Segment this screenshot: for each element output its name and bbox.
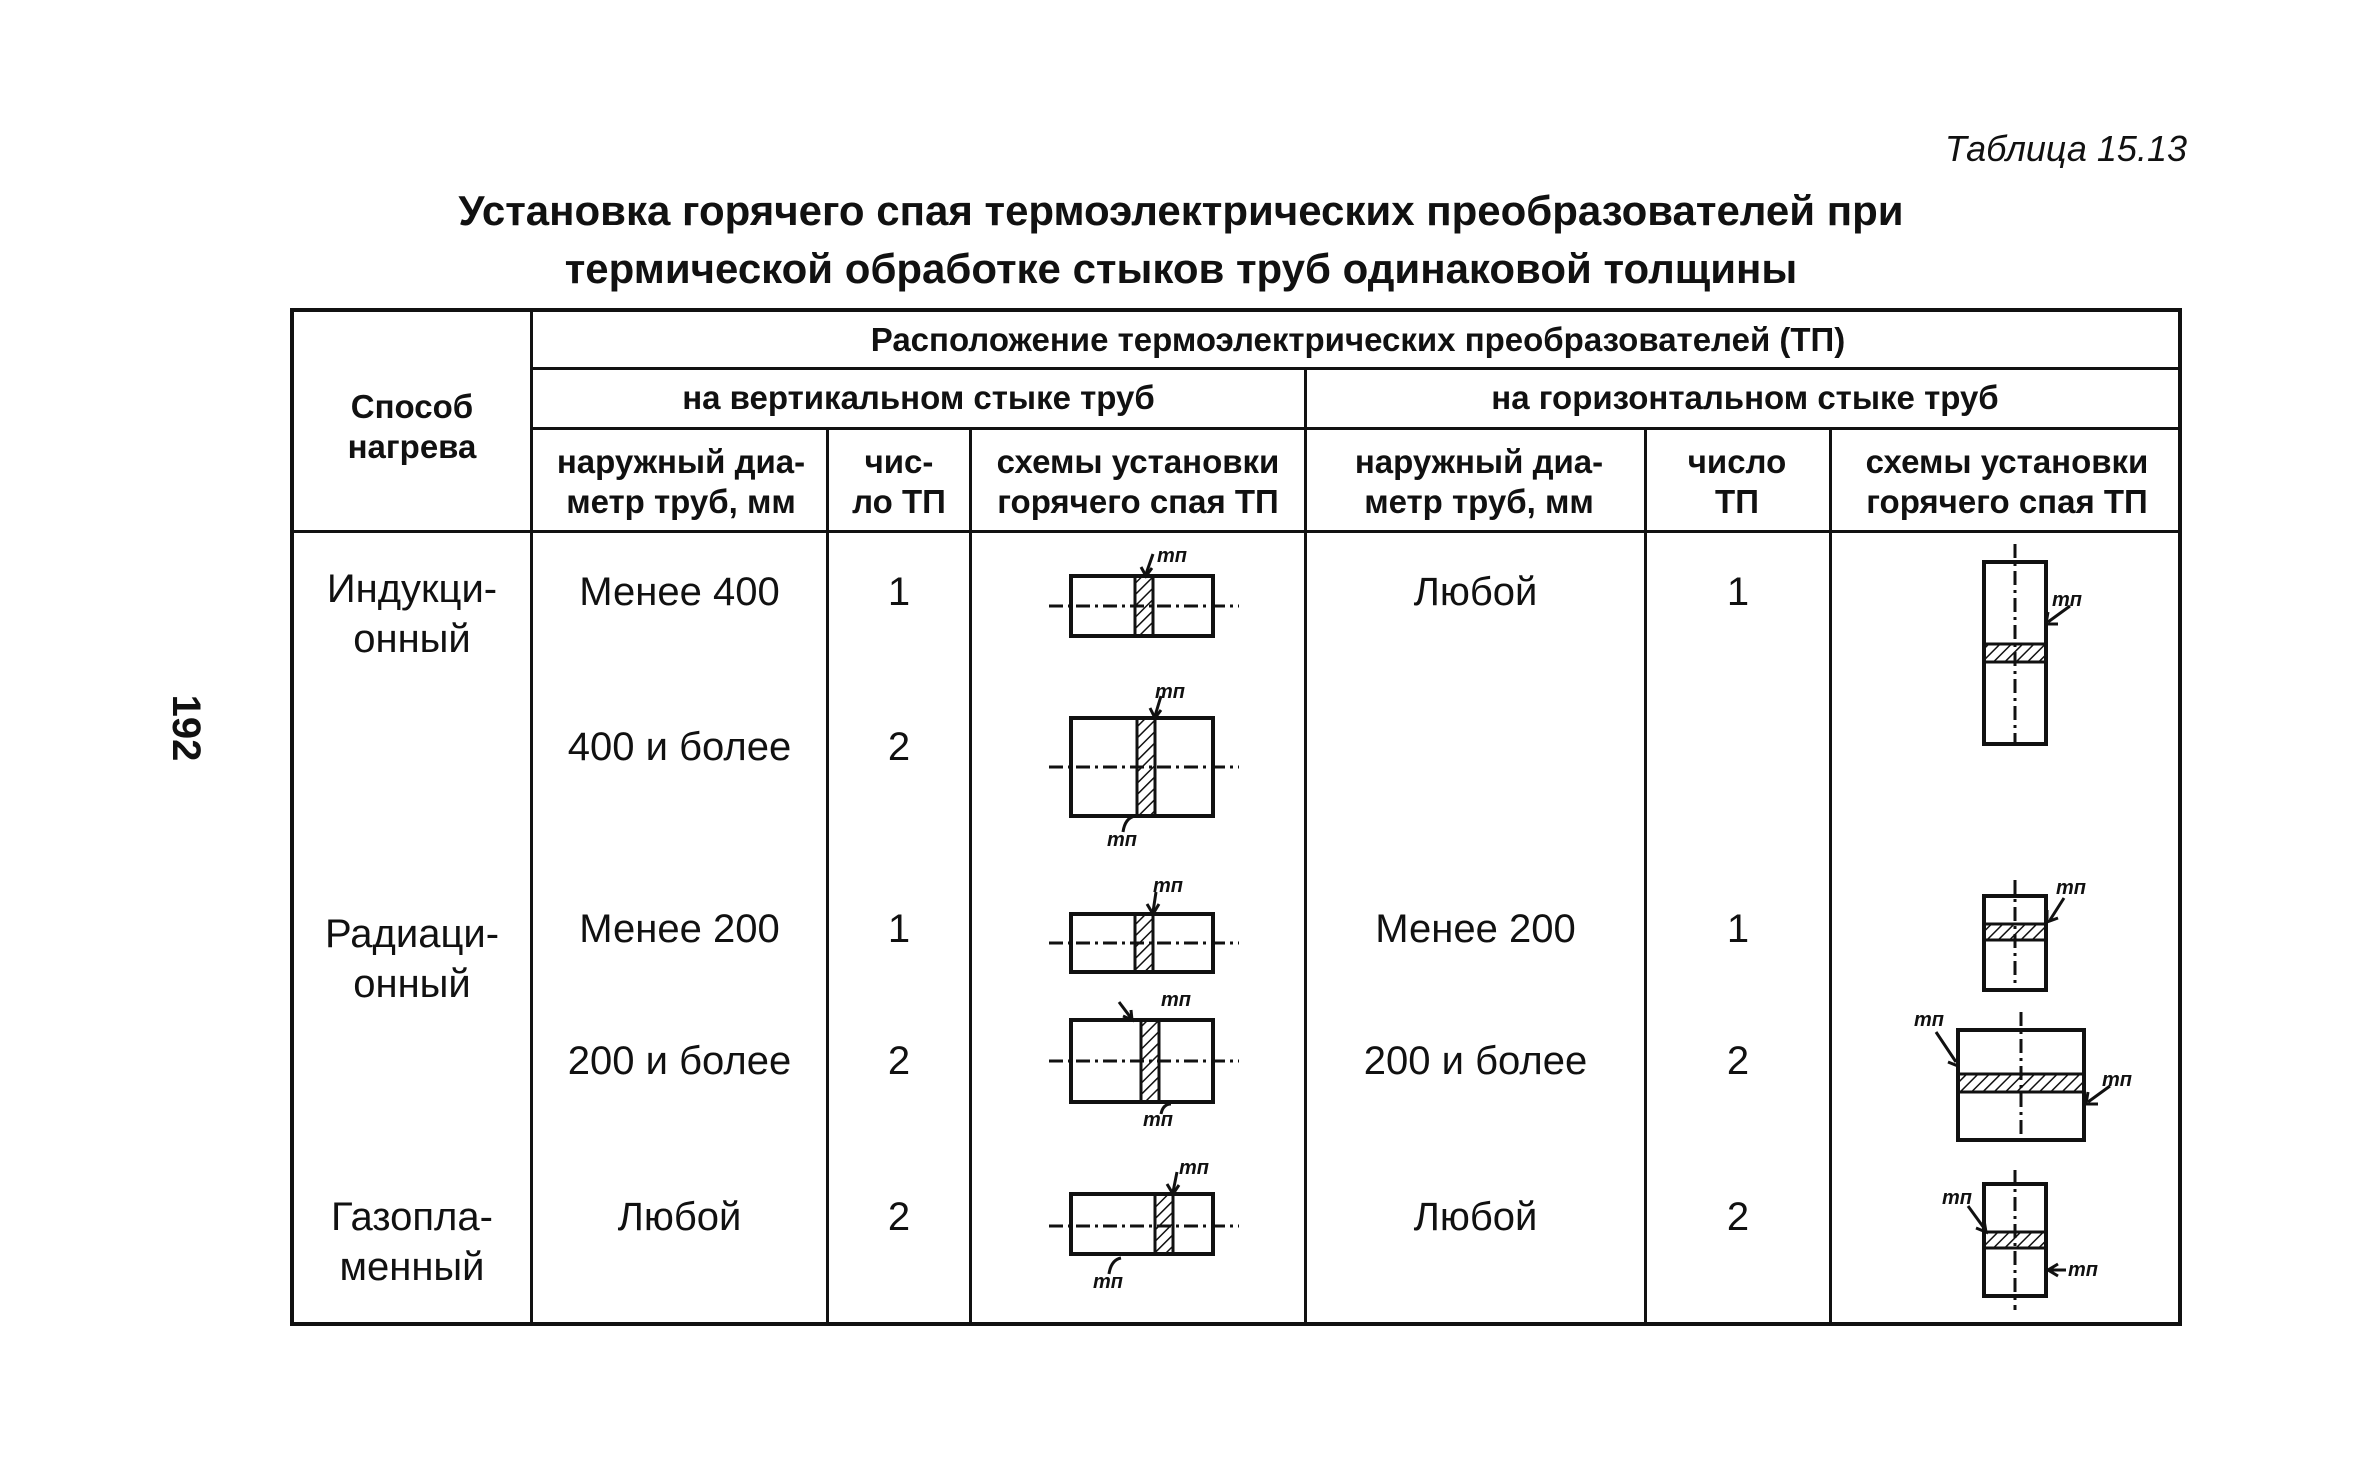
scheme-tp-label: тп xyxy=(1153,875,1183,897)
table-caption: Таблица 15.13 xyxy=(1944,128,2187,169)
grid-line xyxy=(1644,427,1647,1322)
scheme-tp-label: тп xyxy=(1179,1157,1209,1179)
row3-h-diameter: Менее 200 xyxy=(1375,907,1576,951)
scheme-tp-label: тп xyxy=(2052,589,2082,611)
grid-line xyxy=(1829,427,1832,1322)
scheme-tp-label: тп xyxy=(1942,1187,1972,1209)
grid-line xyxy=(294,530,2182,533)
row4-v-count: 2 xyxy=(887,1039,911,1083)
row2-v-count: 2 xyxy=(887,725,911,769)
row3-v-diameter: Менее 200 xyxy=(579,907,780,951)
header-horizontal: на горизонтальном стыке труб xyxy=(1491,379,1999,416)
row1-v-count: 1 xyxy=(887,570,911,614)
row5-h-count: 2 xyxy=(1726,1195,1750,1239)
row5-v-diameter: Любой xyxy=(617,1195,742,1239)
title-line-2: термической обработке стыков труб одинаковой толщины xyxy=(564,245,1798,292)
header-h-scheme: схемы установки горячего спая ТП xyxy=(1865,443,2149,520)
scheme-tp-label: тп xyxy=(2068,1259,2098,1281)
data-table xyxy=(290,308,2182,1326)
table-title xyxy=(0,182,2362,298)
scheme-v4-diagram xyxy=(1049,982,1239,1132)
grid-line xyxy=(530,367,2182,370)
scheme-v5-diagram xyxy=(1049,1154,1239,1304)
scheme-v2-diagram xyxy=(1049,678,1239,851)
row5-v-count: 2 xyxy=(887,1195,911,1239)
row4-h-diameter: 200 и более xyxy=(1363,1039,1588,1083)
header-vertical: на вертикальном стыке труб xyxy=(682,379,1155,416)
row2-v-diameter: 400 и более xyxy=(567,725,792,769)
row1-v-diameter: Менее 400 xyxy=(579,570,780,614)
header-location: Расположение термоэлектрических преобразователей (ТП) xyxy=(870,321,1846,358)
scheme-tp-label: тп xyxy=(1107,829,1137,851)
grid-line xyxy=(530,312,533,1322)
row4-h-count: 2 xyxy=(1726,1039,1750,1083)
grid-line xyxy=(826,427,829,1322)
scheme-tp-label: тп xyxy=(1157,545,1187,567)
header-v-diameter: наружный диа-метр труб, мм xyxy=(556,443,806,520)
scheme-h5-diagram xyxy=(1912,1170,2102,1320)
scheme-tp-label: тп xyxy=(2056,877,2086,899)
grid-line xyxy=(1304,370,1307,1322)
scheme-v1-diagram xyxy=(1049,544,1239,654)
method-radiation: Радиаци-онный xyxy=(324,912,500,1006)
row3-v-count: 1 xyxy=(887,907,911,951)
scheme-tp-label: тп xyxy=(2102,1069,2132,1091)
header-v-count: чис-ло ТП xyxy=(852,443,946,520)
scheme-tp-label: тп xyxy=(1155,681,1185,703)
scheme-v3-diagram xyxy=(1049,874,1239,974)
scheme-tp-label: тп xyxy=(1914,1009,1944,1031)
scheme-tp-label: тп xyxy=(1161,989,1191,1011)
header-v-scheme: схемы установки горячего спая ТП xyxy=(996,443,1280,520)
row1-h-diameter: Любой xyxy=(1413,570,1538,614)
method-induction: Индукци-онный xyxy=(326,567,498,661)
title-line-1: Установка горячего спая термоэлектрических преобразователей при xyxy=(458,187,1904,234)
row1-h-count: 1 xyxy=(1726,570,1750,614)
header-h-count: число ТП xyxy=(1687,443,1787,520)
scheme-h3-diagram xyxy=(1952,872,2086,992)
page-number: 192 xyxy=(164,694,208,762)
scheme-h4-diagram xyxy=(1902,1002,2132,1142)
scheme-tp-label: тп xyxy=(1143,1109,1173,1131)
row4-v-diameter: 200 и более xyxy=(567,1039,792,1083)
grid-line xyxy=(969,427,972,1322)
scheme-tp-label: тп xyxy=(1093,1271,1123,1293)
grid-line xyxy=(530,427,2182,430)
row5-h-diameter: Любой xyxy=(1413,1195,1538,1239)
row3-h-count: 1 xyxy=(1726,907,1750,951)
method-gas-flame: Газопла-менный xyxy=(331,1195,493,1289)
header-h-diameter: наружный диа-метр труб, мм xyxy=(1354,443,1604,520)
scheme-h1-diagram xyxy=(1952,544,2082,744)
header-method: Способ нагрева xyxy=(347,388,477,465)
